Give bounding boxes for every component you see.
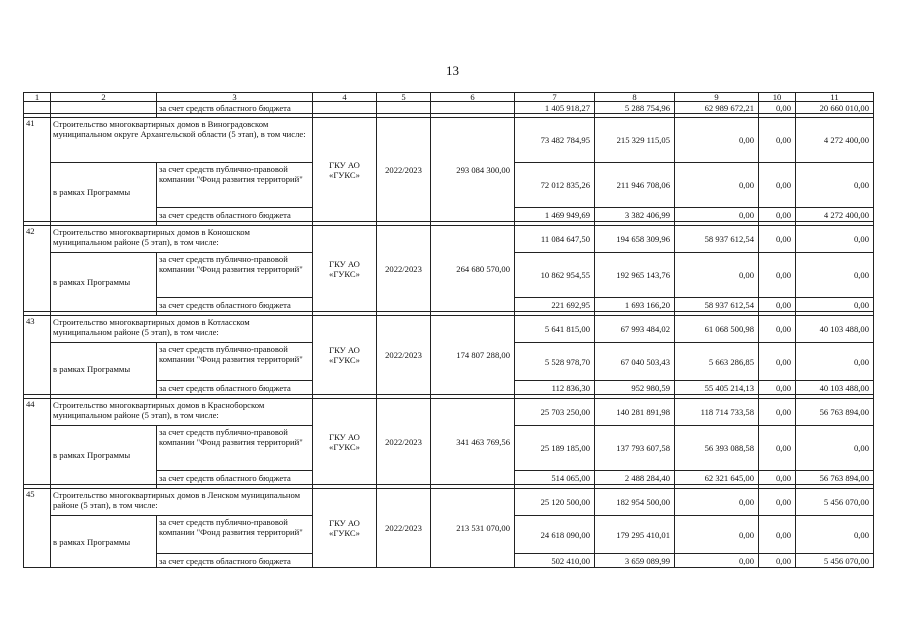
- project-total-row: [24, 118, 874, 163]
- amount-cell: 40 103 488,00: [796, 381, 874, 395]
- funding-source-label: за счет средств публично-правовой компании "Фонд развития территорий": [157, 163, 313, 208]
- project-number: 45: [24, 489, 51, 568]
- amount-cell: 0,00: [759, 343, 796, 381]
- customer-cell: ГКУ АО «ГУКС»: [313, 489, 377, 568]
- column-header: 5: [377, 93, 431, 102]
- cost-cell: 293 084 300,00: [431, 118, 515, 222]
- amount-cell: 0,00: [759, 381, 796, 395]
- amount-cell: 118 714 733,58: [675, 399, 759, 426]
- cost-cell: 341 463 769,56: [431, 399, 515, 485]
- amount-cell: 502 410,00: [515, 554, 595, 568]
- amount-cell: 5 641 815,00: [515, 316, 595, 343]
- amount-cell: 4 272 400,00: [796, 118, 874, 163]
- amount-cell: 0,00: [796, 163, 874, 208]
- amount-cell: 0,00: [759, 471, 796, 485]
- amount-cell: 72 012 835,26: [515, 163, 595, 208]
- amount-cell: 1 469 949,69: [515, 208, 595, 222]
- program-label: в рамках Программы: [51, 516, 157, 568]
- amount-cell: 5 663 286,85: [675, 343, 759, 381]
- amount-cell: 1 405 918,27: [515, 102, 595, 114]
- column-header: 6: [431, 93, 515, 102]
- amount-cell: 67 993 484,02: [595, 316, 675, 343]
- amount-cell: 1 693 166,20: [595, 298, 675, 312]
- amount-cell: 0,00: [675, 516, 759, 554]
- header-row: [24, 93, 874, 102]
- customer-cell: ГКУ АО «ГУКС»: [313, 118, 377, 222]
- amount-cell: 0,00: [759, 163, 796, 208]
- amount-cell: 0,00: [759, 298, 796, 312]
- period-cell: 2022/2023: [377, 226, 431, 312]
- amount-cell: 40 103 488,00: [796, 316, 874, 343]
- amount-cell: 211 946 708,06: [595, 163, 675, 208]
- project-total-row: [24, 316, 874, 343]
- project-title: Строительство многоквартирных домов в Красноборском муниципальном районе (5 этап), в том числе:: [51, 399, 313, 426]
- page-number: 13: [446, 63, 459, 78]
- funding-source-label: за счет средств областного бюджета: [157, 381, 313, 395]
- amount-cell: 137 793 607,58: [595, 426, 675, 471]
- funding-source-label: за счет средств областного бюджета: [157, 208, 313, 222]
- project-title: Строительство многоквартирных домов в Ленском муниципальном районе (5 этап), в том числе:: [51, 489, 313, 516]
- amount-cell: 0,00: [675, 253, 759, 298]
- amount-cell: 0,00: [759, 426, 796, 471]
- column-header: 8: [595, 93, 675, 102]
- amount-cell: 0,00: [759, 489, 796, 516]
- amount-cell: 0,00: [759, 253, 796, 298]
- amount-cell: 0,00: [759, 208, 796, 222]
- program-label: в рамках Программы: [51, 253, 157, 312]
- amount-cell: 0,00: [796, 426, 874, 471]
- amount-cell: 5 528 978,70: [515, 343, 595, 381]
- amount-cell: 5 288 754,96: [595, 102, 675, 114]
- program-label: в рамках Программы: [51, 343, 157, 395]
- project-title: Строительство многоквартирных домов в Виноградовском муниципальном округе Архангельской области (5 этап), в том числе:: [51, 118, 313, 163]
- column-header: 9: [675, 93, 759, 102]
- amount-cell: 11 084 647,50: [515, 226, 595, 253]
- funding-source-label: за счет средств публично-правовой компании "Фонд развития территорий": [157, 253, 313, 298]
- amount-cell: 25 120 500,00: [515, 489, 595, 516]
- amount-cell: 0,00: [675, 554, 759, 568]
- amount-cell: 0,00: [759, 102, 796, 114]
- amount-cell: 67 040 503,43: [595, 343, 675, 381]
- amount-cell: 140 281 891,98: [595, 399, 675, 426]
- carry-row: [24, 102, 874, 114]
- funding-source-label: за счет средств публично-правовой компании "Фонд развития территорий": [157, 343, 313, 381]
- project-number: 41: [24, 118, 51, 222]
- column-header: 4: [313, 93, 377, 102]
- funding-source-label: за счет средств областного бюджета: [157, 102, 313, 114]
- amount-cell: 0,00: [675, 163, 759, 208]
- column-header: 2: [51, 93, 157, 102]
- amount-cell: 61 068 500,98: [675, 316, 759, 343]
- funding-source-label: за счет средств публично-правовой компании "Фонд развития территорий": [157, 426, 313, 471]
- amount-cell: 0,00: [675, 208, 759, 222]
- period-cell: 2022/2023: [377, 118, 431, 222]
- customer-cell: ГКУ АО «ГУКС»: [313, 226, 377, 312]
- amount-cell: 0,00: [759, 554, 796, 568]
- project-number: 43: [24, 316, 51, 395]
- amount-cell: 25 703 250,00: [515, 399, 595, 426]
- amount-cell: 215 329 115,05: [595, 118, 675, 163]
- column-header: 7: [515, 93, 595, 102]
- column-header: 11: [796, 93, 874, 102]
- amount-cell: 73 482 784,95: [515, 118, 595, 163]
- amount-cell: 0,00: [796, 343, 874, 381]
- budget-table: [23, 92, 874, 568]
- amount-cell: 10 862 954,55: [515, 253, 595, 298]
- funding-source-label: за счет средств публично-правовой компании "Фонд развития территорий": [157, 516, 313, 554]
- table-body: [24, 93, 874, 568]
- amount-cell: 0,00: [796, 298, 874, 312]
- amount-cell: 3 659 089,99: [595, 554, 675, 568]
- amount-cell: 62 321 645,00: [675, 471, 759, 485]
- amount-cell: 4 272 400,00: [796, 208, 874, 222]
- project-total-row: [24, 226, 874, 253]
- amount-cell: 55 405 214,13: [675, 381, 759, 395]
- period-cell: 2022/2023: [377, 316, 431, 395]
- customer-cell: ГКУ АО «ГУКС»: [313, 399, 377, 485]
- amount-cell: 112 836,30: [515, 381, 595, 395]
- project-title: Строительство многоквартирных домов в Коношском муниципальном районе (5 этап), в том числе:: [51, 226, 313, 253]
- amount-cell: 5 456 070,00: [796, 489, 874, 516]
- amount-cell: 20 660 010,00: [796, 102, 874, 114]
- amount-cell: 62 989 672,21: [675, 102, 759, 114]
- amount-cell: 221 692,95: [515, 298, 595, 312]
- period-cell: 2022/2023: [377, 489, 431, 568]
- cost-cell: 264 680 570,00: [431, 226, 515, 312]
- project-number: 44: [24, 399, 51, 485]
- customer-cell: ГКУ АО «ГУКС»: [313, 316, 377, 395]
- amount-cell: 514 065,00: [515, 471, 595, 485]
- project-title: Строительство многоквартирных домов в Котласском муниципальном районе (5 этап), в том числе:: [51, 316, 313, 343]
- amount-cell: 56 763 894,00: [796, 399, 874, 426]
- amount-cell: 0,00: [796, 226, 874, 253]
- amount-cell: 952 980,59: [595, 381, 675, 395]
- column-header: 10: [759, 93, 796, 102]
- amount-cell: 192 965 143,76: [595, 253, 675, 298]
- amount-cell: 2 488 284,40: [595, 471, 675, 485]
- amount-cell: 56 763 894,00: [796, 471, 874, 485]
- funding-source-label: за счет средств областного бюджета: [157, 554, 313, 568]
- amount-cell: 0,00: [796, 516, 874, 554]
- project-number: 42: [24, 226, 51, 312]
- amount-cell: 0,00: [759, 516, 796, 554]
- amount-cell: 0,00: [759, 399, 796, 426]
- column-header: 1: [24, 93, 51, 102]
- amount-cell: 0,00: [675, 489, 759, 516]
- amount-cell: 0,00: [759, 226, 796, 253]
- amount-cell: 24 618 090,00: [515, 516, 595, 554]
- funding-source-label: за счет средств областного бюджета: [157, 471, 313, 485]
- project-total-row: [24, 399, 874, 426]
- cost-cell: 174 807 288,00: [431, 316, 515, 395]
- funding-source-label: за счет средств областного бюджета: [157, 298, 313, 312]
- amount-cell: 0,00: [796, 253, 874, 298]
- amount-cell: 56 393 088,58: [675, 426, 759, 471]
- program-label: в рамках Программы: [51, 163, 157, 222]
- amount-cell: 179 295 410,01: [595, 516, 675, 554]
- amount-cell: 58 937 612,54: [675, 226, 759, 253]
- amount-cell: 5 456 070,00: [796, 554, 874, 568]
- amount-cell: 0,00: [759, 118, 796, 163]
- cost-cell: 213 531 070,00: [431, 489, 515, 568]
- amount-cell: 0,00: [675, 118, 759, 163]
- amount-cell: 182 954 500,00: [595, 489, 675, 516]
- amount-cell: 58 937 612,54: [675, 298, 759, 312]
- amount-cell: 194 658 309,96: [595, 226, 675, 253]
- amount-cell: 25 189 185,00: [515, 426, 595, 471]
- amount-cell: 3 382 406,99: [595, 208, 675, 222]
- amount-cell: 0,00: [759, 316, 796, 343]
- project-total-row: [24, 489, 874, 516]
- program-label: в рамках Программы: [51, 426, 157, 485]
- column-header: 3: [157, 93, 313, 102]
- period-cell: 2022/2023: [377, 399, 431, 485]
